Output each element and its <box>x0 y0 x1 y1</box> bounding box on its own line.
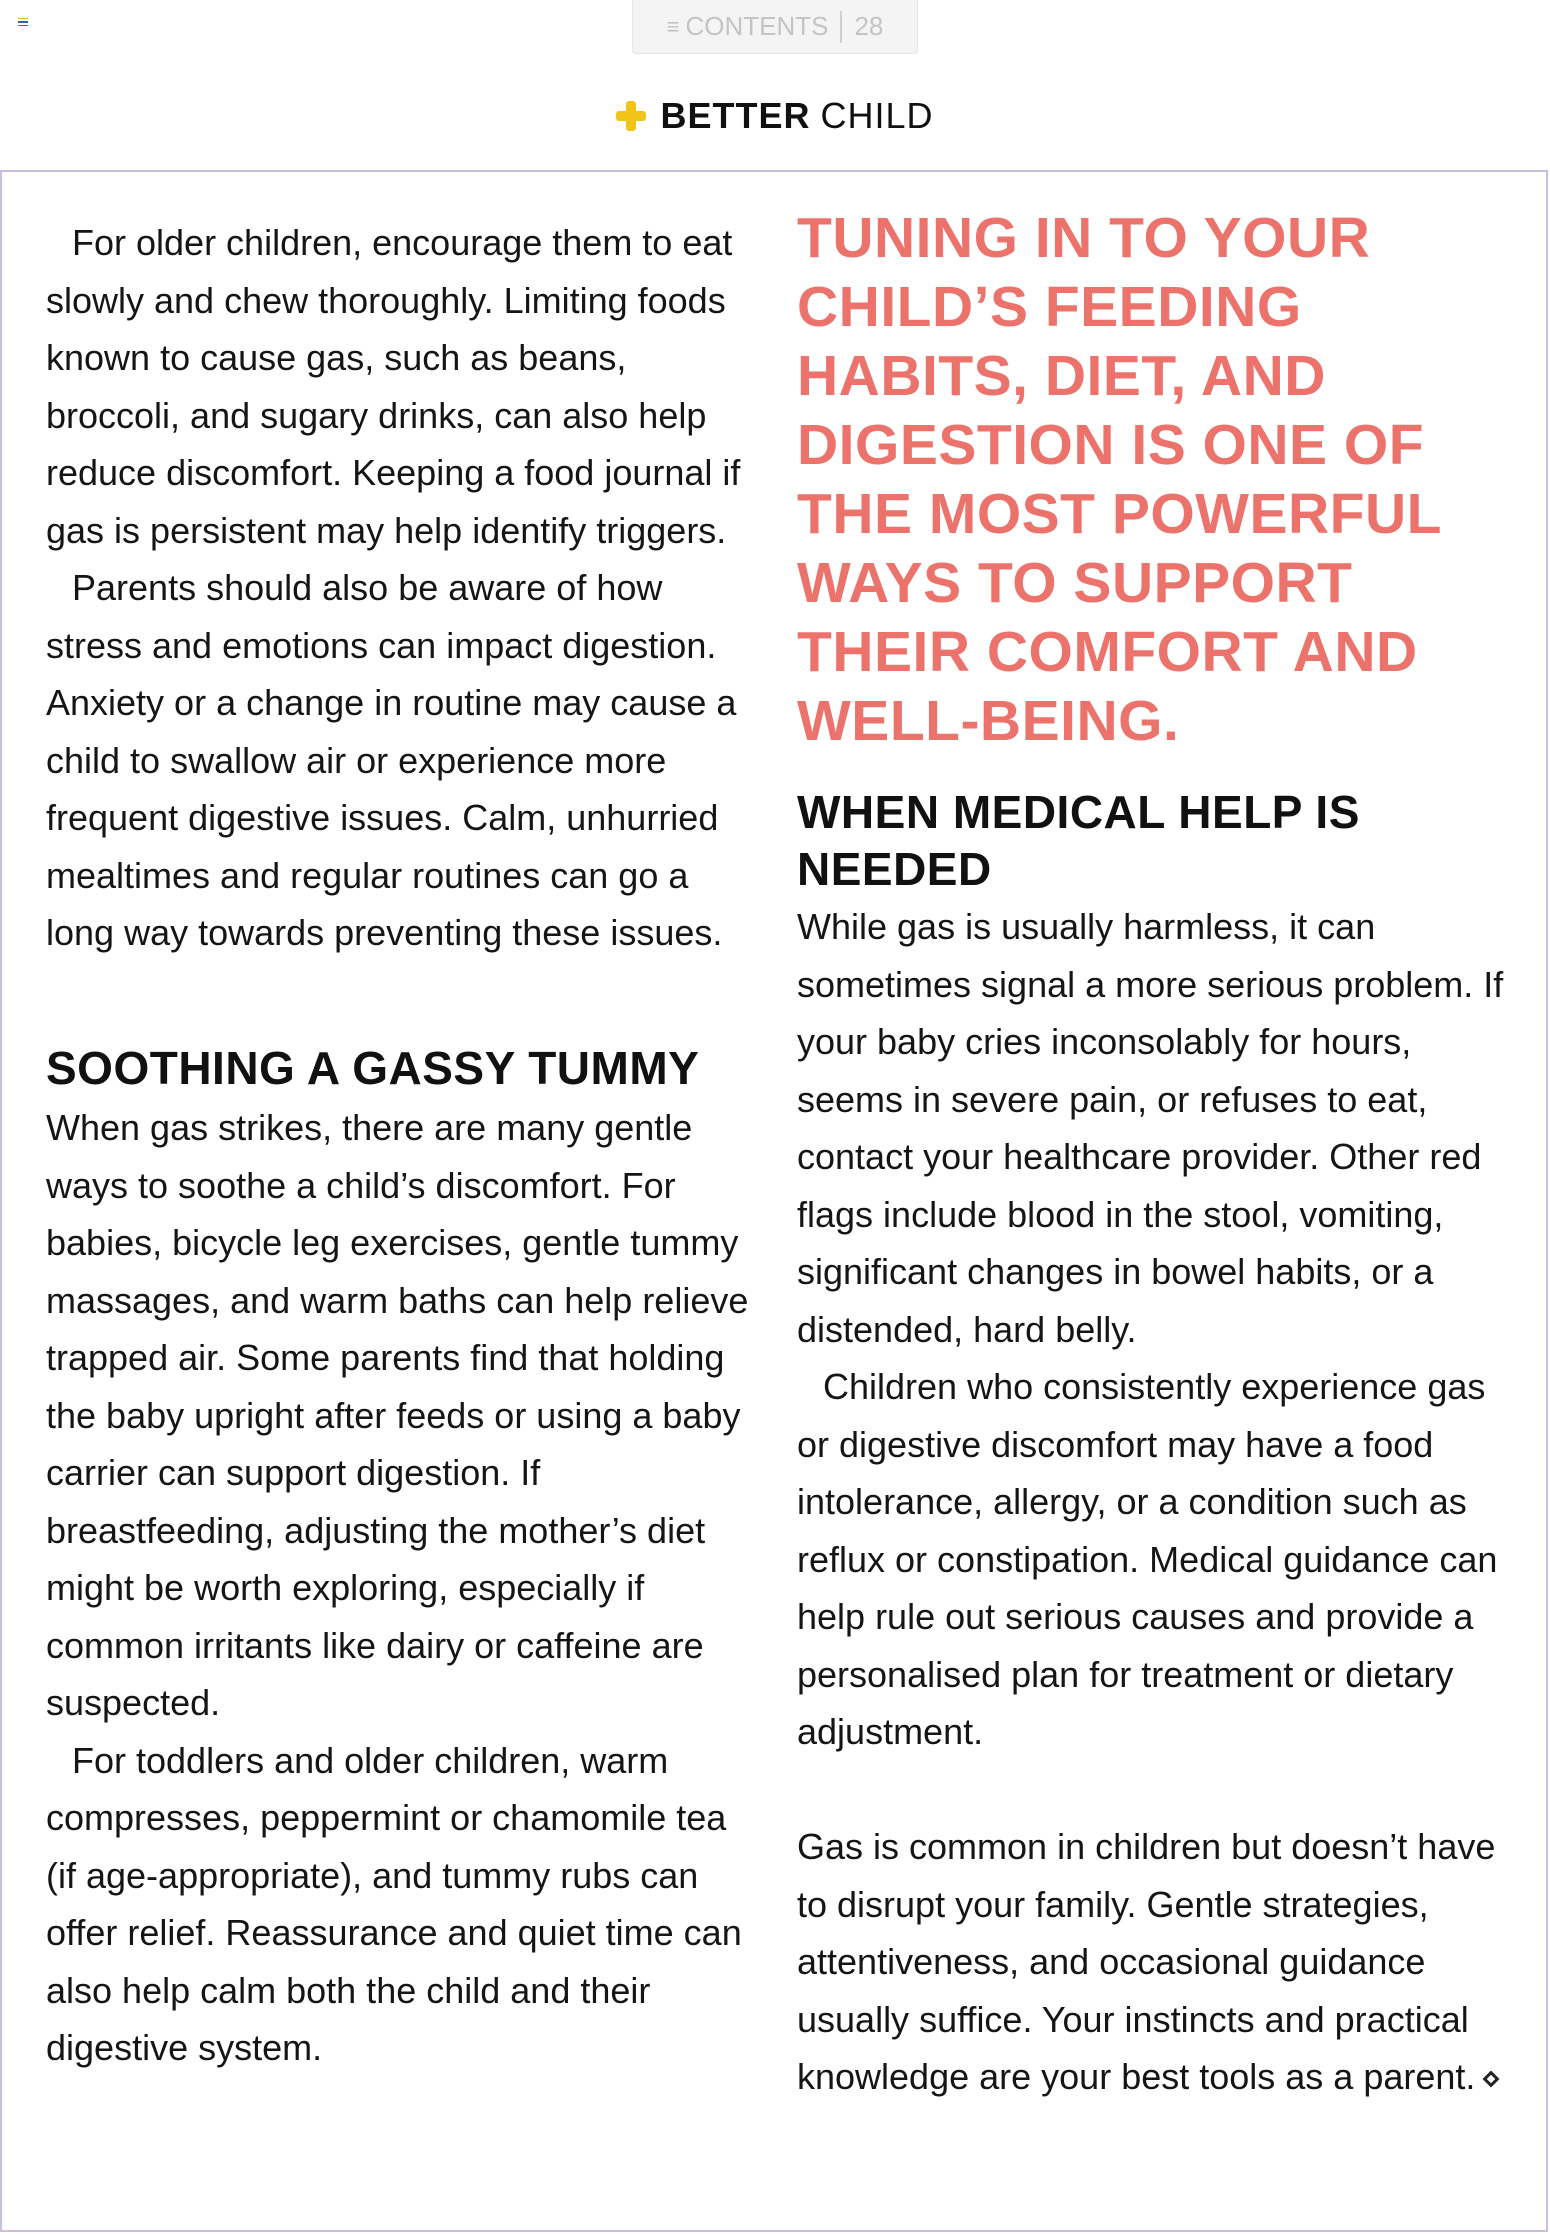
contents-label: CONTENTS <box>685 11 829 41</box>
brand-name-bold: BETTER <box>660 95 811 136</box>
right-column <box>797 206 1517 2106</box>
article-paragraph: For older children, encourage them to eat slowly and chew thoroughly. Limiting foods known to cause gas, such as beans, broccoli, and sugary drinks, can also help reduce discomfort. Keeping a food journal if gas is persistent may help identify triggers. <box>46 222 741 551</box>
article-paragraph: When gas strikes, there are many gentle ways to soothe a child’s discomfort. For babies, bicycle leg exercises, gentle tummy massages, and warm baths can help relieve trapped air. Some parents find that holding the baby upright after feeds or using a baby carrier can support digestion. If breastfeeding, adjusting the mother’s diet might be worth exploring, especially if common irritants like dairy or caffeine are suspected. <box>46 1107 749 1723</box>
menu-icon: ≡ <box>666 13 680 39</box>
article-paragraph: Parents should also be aware of how stress and emotions can impact digestion. Anxiety or a change in routine may cause a child to swallow air or experience more frequent digestive issues. Calm, unhurried mealtimes and regular routines can go a long way towards preventing these issues. <box>46 567 737 953</box>
corner-logo-icon <box>18 18 28 26</box>
divider <box>840 11 842 43</box>
brand-name-light: CHILD <box>820 95 934 136</box>
closing-text: Gas is common in children but doesn’t have to disrupt your family. Gentle strategies, attentiveness, and occasional guidance usually suffice. Your instincts and practical knowledge are your best tools as a parent. <box>797 1826 1496 2097</box>
masthead <box>0 94 1550 138</box>
article-paragraph <box>797 1818 1517 2106</box>
article-paragraph: Children who consistently experience gas or digestive discomfort may have a food intolerance, allergy, or a condition such as reflux or constipation. Medical guidance can help rule out serious causes and provide a personalised plan for treatment or dietary adjustment. <box>797 1366 1498 1752</box>
page-number: 28 <box>854 11 884 41</box>
pull-quote: TUNING IN TO YOUR CHILD’S FEEDING HABITS, DIET, AND DIGESTION IS ONE OF THE MOST POWERFUL WAYS TO SUPPORT THEIR COMFORT AND WELL-BEING. <box>797 206 1441 753</box>
section-heading: WHEN MEDICAL HELP IS NEEDED <box>797 786 1360 895</box>
end-mark-icon <box>1483 2071 1500 2088</box>
article-paragraph: For toddlers and older children, warm compresses, peppermint or chamomile tea (if age-appropriate), and tummy rubs can offer relief. Reassurance and quiet time can also help calm both the child and their digestive system. <box>46 1739 742 2068</box>
spacer <box>797 1761 1517 1819</box>
spacer <box>46 962 766 1020</box>
section-heading: SOOTHING A GASSY TUMMY <box>46 1042 700 1094</box>
left-column <box>46 214 766 2077</box>
contents-button[interactable] <box>632 0 918 54</box>
article-paragraph: While gas is usually harmless, it can sometimes signal a more serious problem. If your baby cries inconsolably for hours, seems in severe pain, or refuses to eat, contact your healthcare provider. Other red flags include blood in the stool, vomiting, significant changes in bowel habits, or a distended, hard belly. <box>797 906 1504 1350</box>
plus-cross-icon <box>616 101 646 131</box>
